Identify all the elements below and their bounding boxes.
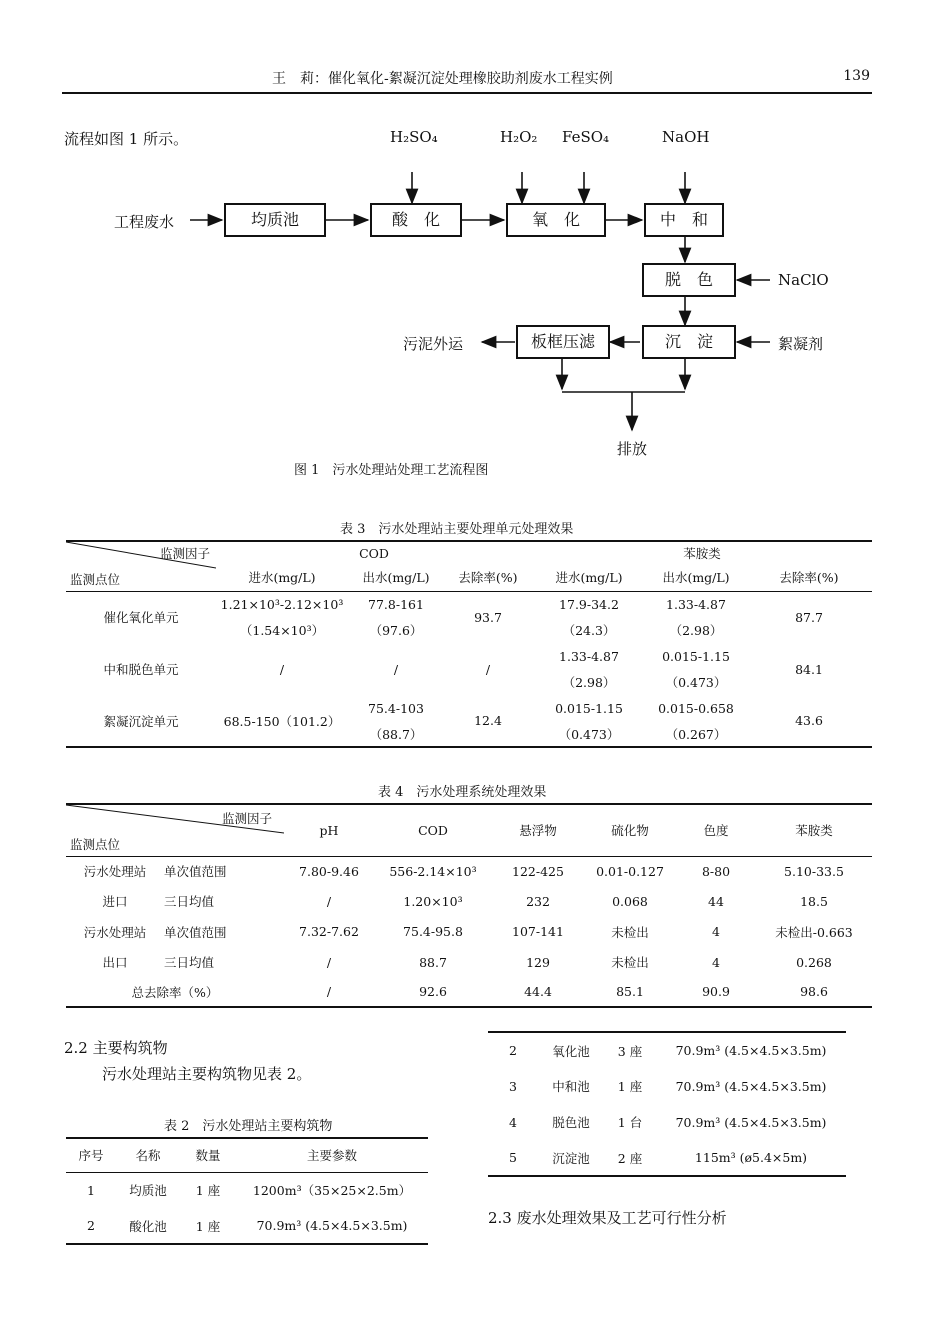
table3-col: 出水(mg/L) [362, 570, 430, 586]
table2-cell: 70.9m³ (4.5×4.5×3.5m) [675, 1043, 827, 1058]
table4-col: COD [418, 822, 448, 838]
table3-cell: （97.6） [369, 623, 423, 638]
flow-arrows [0, 0, 950, 470]
table3-col: 进水(mg/L) [248, 570, 316, 586]
discharge: 排放 [617, 440, 648, 458]
reagent-feso4: FeSO₄ [562, 128, 610, 146]
reagent-naoh: NaOH [662, 128, 710, 146]
table3-diag-bottom: 监测点位 [70, 571, 121, 587]
intro-text: 流程如图 1 所示。 [64, 130, 189, 148]
table2-caption: 表 2 污水处理站主要构筑物 [164, 1119, 333, 1134]
table4-cell: 75.4-95.8 [403, 924, 463, 939]
table3-row-name: 催化氧化单元 [103, 610, 179, 626]
table4-cell: / [326, 954, 332, 970]
table3-group-aniline: 苯胺类 [683, 546, 721, 561]
table3-cell: 0.015-1.15 [555, 700, 623, 716]
table4-cell: 232 [526, 893, 550, 909]
table4-diag-bottom: 监测点位 [70, 836, 121, 852]
table4-col: pH [319, 822, 339, 838]
table4-total-label: 总去除率（%） [131, 984, 219, 1000]
table3-cell: 1.21×10³-2.12×10³ [220, 596, 344, 612]
figure1-caption: 图 1 污水处理站处理工艺流程图 [294, 463, 489, 478]
table4-cell: 7.80-9.46 [299, 863, 359, 879]
table3-cell: 68.5-150（101.2） [216, 695, 348, 747]
box-decolor: 脱 色 [642, 263, 736, 297]
table3-cell: / [279, 661, 285, 677]
table4-cell: 556-2.14×10³ [389, 863, 477, 879]
table3-cell: / [485, 661, 491, 677]
table4-cell: 122-425 [512, 863, 564, 879]
table4-cell: 18.5 [800, 893, 828, 909]
table4-metric: 三日均值 [164, 955, 215, 970]
table4-cell: 0.068 [612, 893, 648, 909]
table2-cell: 均质池 [129, 1183, 167, 1199]
table4-site: 出口 [102, 955, 128, 970]
table4-cell: 44.4 [524, 984, 552, 999]
table2-cell: 70.9m³ (4.5×4.5×3.5m) [256, 1218, 408, 1233]
table3-cell: 93.7 [474, 609, 502, 625]
table4-cell: 5.10-33.5 [784, 863, 844, 879]
section-2-2-body: 污水处理站主要构筑物见表 2。 [102, 1065, 312, 1083]
table2-cell: 3 [509, 1078, 517, 1094]
table4-metric: 单次值范围 [164, 864, 227, 880]
reagent-h2o2: H₂O₂ [500, 128, 538, 146]
table4-col: 硫化物 [611, 823, 649, 839]
reagent-h2so4: H₂SO₄ [390, 128, 438, 146]
table4-cell: 44 [708, 893, 724, 909]
table3-cell: 77.8-161 [368, 596, 424, 612]
box-neutral: 中 和 [644, 203, 724, 237]
reagent-flocculant: 絮凝剂 [778, 335, 824, 353]
table3-col: 出水(mg/L) [662, 570, 730, 586]
table2-cell: 70.9m³ (4.5×4.5×3.5m) [675, 1114, 827, 1130]
table4-site: 进口 [102, 894, 128, 909]
table4-diag-top: 监测因子 [221, 811, 272, 826]
table3-cell: 43.6 [746, 695, 872, 747]
page-number: 139 [843, 68, 870, 84]
table3-diag-top: 监测因子 [159, 546, 210, 561]
table3-cell: 0.015-1.15 [662, 648, 730, 664]
table3-cell: （0.473） [665, 675, 727, 690]
table3-cell: 1.33-4.87 [666, 596, 726, 612]
table3-cell: 87.7 [795, 609, 823, 625]
table2-cell: 2 [87, 1218, 95, 1233]
table4-metric: 三日均值 [164, 894, 215, 909]
table4-cell: 85.1 [616, 984, 644, 999]
table2-cell: 2 [509, 1043, 517, 1058]
table4 [66, 803, 872, 1008]
table3-cell: （1.54×10³） [239, 623, 325, 638]
table3-cell: （88.7） [369, 726, 423, 742]
table4-cell: / [326, 893, 332, 909]
table2-col: 主要参数 [306, 1148, 357, 1164]
table2-cell: 3 座 [617, 1043, 643, 1059]
table4-col: 苯胺类 [795, 823, 833, 839]
table2-cell: 2 座 [617, 1150, 643, 1166]
table4-cell: 98.6 [800, 984, 828, 999]
table2-cell: 4 [509, 1114, 517, 1130]
table3-cell: 12.4 [444, 695, 532, 747]
table2-col: 名称 [135, 1148, 161, 1164]
table2-cell: 1200m³（35×25×2.5m） [252, 1183, 412, 1199]
table3-group-cod: COD [359, 545, 389, 561]
table3-row-name: 中和脱色单元 [103, 662, 179, 677]
table3-col: 进水(mg/L) [555, 570, 623, 586]
table4-cell: 未检出-0.663 [775, 924, 853, 940]
table4-cell: 129 [526, 954, 550, 970]
table4-site: 污水处理站 [83, 864, 147, 880]
table3-cell: 0.015-0.658 [658, 700, 734, 716]
table2-cell: 1 台 [617, 1115, 643, 1130]
table2-cell: 中和池 [552, 1079, 590, 1094]
table3-cell: （2.98） [562, 675, 616, 690]
table4-cell: 0.01-0.127 [596, 863, 664, 879]
table4-site: 污水处理站 [83, 924, 147, 940]
table4-caption: 表 4 污水处理系统处理效果 [378, 785, 547, 800]
table4-cell: 107-141 [512, 924, 564, 939]
table3-col: 去除率(%) [458, 570, 518, 586]
table3-row-name: 絮凝沉淀单元 [66, 695, 216, 747]
table2-cell: 115m³ (ø5.4×5m) [694, 1150, 808, 1165]
table3-col: 去除率(%) [779, 570, 839, 586]
table3-cell: 84.1 [795, 661, 823, 677]
table3-caption: 表 3 污水处理站主要处理单元处理效果 [340, 522, 574, 537]
table4-cell: 未检出 [611, 924, 649, 940]
table2-cell: 5 [509, 1150, 517, 1165]
table2 [66, 1137, 428, 1245]
table2-cell: 1 座 [617, 1079, 643, 1094]
table4-cell: 未检出 [611, 955, 649, 970]
table2-cell: 氧化池 [552, 1043, 590, 1059]
table4-metric: 单次值范围 [164, 924, 227, 940]
table2-continued [488, 1031, 846, 1177]
table2-col: 序号 [78, 1148, 104, 1164]
table4-cell: 7.32-7.62 [299, 924, 359, 939]
input-wastewater: 工程废水 [114, 213, 175, 231]
table2-col: 数量 [195, 1148, 221, 1164]
table3-cell: 1.33-4.87 [559, 648, 619, 664]
table4-cell: 90.9 [702, 984, 730, 999]
table2-cell: 酸化池 [129, 1218, 167, 1234]
box-oxid: 氧 化 [506, 203, 606, 237]
table4-cell: 4 [712, 954, 720, 970]
table2-cell: 1 座 [195, 1218, 221, 1234]
table3-cell: （0.473） [558, 726, 620, 742]
table3 [66, 540, 872, 748]
box-acid: 酸 化 [370, 203, 462, 237]
table3-cell: （24.3） [562, 623, 616, 638]
table4-cell: 1.20×10³ [403, 893, 463, 909]
header-title: 王 莉：催化氧化-絮凝沉淀处理橡胶助剂废水工程实例 [272, 71, 613, 87]
table4-cell: 92.6 [419, 984, 447, 999]
table3-cell: （2.98） [669, 623, 723, 638]
table4-col: 悬浮物 [519, 823, 557, 839]
table4-cell: 0.268 [796, 954, 832, 970]
table4-diag-header [66, 804, 284, 856]
section-2-3-heading: 2.3 废水处理效果及工艺可行性分析 [488, 1209, 727, 1227]
table3-diag-header [66, 541, 216, 591]
table4-cell: 4 [712, 924, 720, 939]
table4-cell: / [326, 984, 332, 999]
table2-cell: 1 [87, 1182, 95, 1198]
table2-cell: 脱色池 [552, 1115, 590, 1130]
table3-cell: （0.267） [665, 726, 727, 742]
table2-cell: 沉淀池 [552, 1150, 590, 1166]
table2-cell: 1 座 [195, 1183, 221, 1199]
table3-cell: 17.9-34.2 [559, 596, 619, 612]
table3-cell: 75.4-103 [368, 700, 424, 716]
box-settle: 沉 淀 [642, 325, 736, 359]
table4-cell: 88.7 [419, 954, 447, 970]
reagent-naclo: NaClO [778, 271, 829, 289]
section-2-2-heading: 2.2 主要构筑物 [64, 1039, 168, 1057]
table4-cell: 8-80 [701, 863, 731, 879]
table2-cell: 70.9m³ (4.5×4.5×3.5m) [675, 1078, 827, 1094]
box-homogen: 均质池 [224, 203, 326, 237]
sludge-out: 污泥外运 [403, 335, 464, 353]
box-press: 板框压滤 [516, 325, 610, 359]
table3-cell: / [393, 661, 399, 677]
table4-col: 色度 [703, 823, 729, 839]
